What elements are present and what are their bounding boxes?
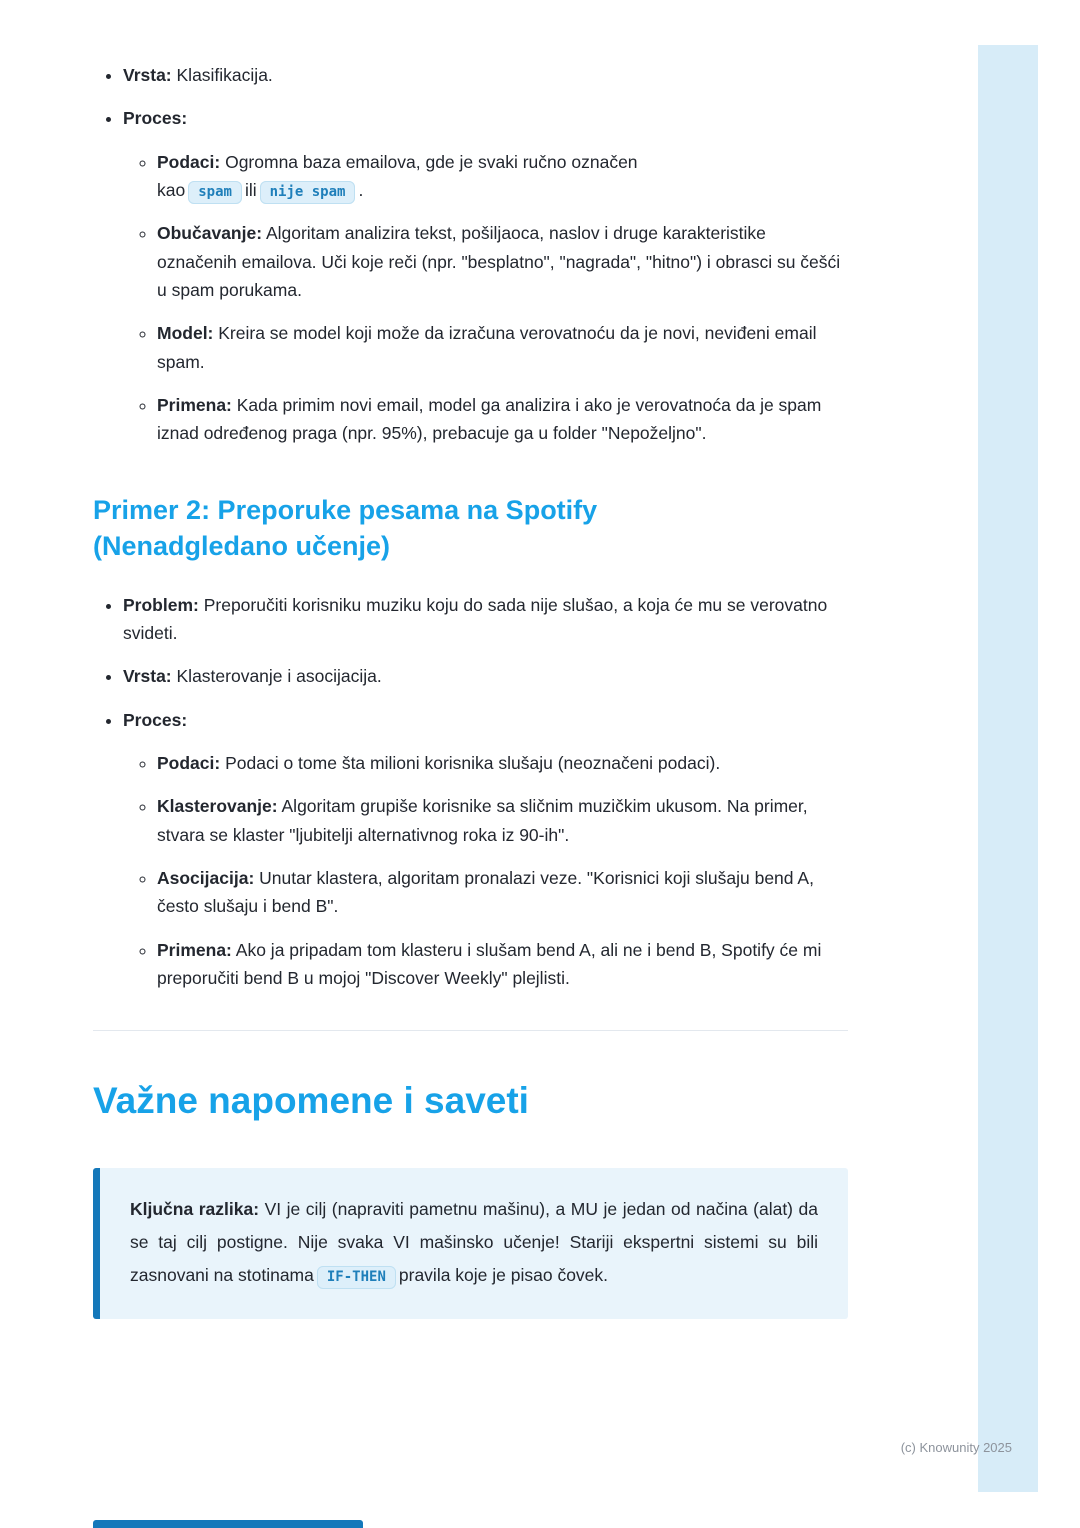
bottom-accent-bar — [93, 1520, 363, 1528]
item-text: Podaci o tome šta milioni korisnika slušaju (neoznačeni podaci). — [220, 753, 721, 774]
item-text: Unutar klastera, algoritam pronalazi veze. "Korisnici koji slušaju bend A, često slušaju i bend B". — [157, 868, 814, 917]
list-item — [157, 749, 848, 777]
inline-code: spam — [188, 181, 242, 204]
footer-credit: (c) Knowunity 2025 — [900, 1440, 1012, 1455]
section-heading-primer-2: Primer 2: Preporuke pesama na Spotify (Nenadgledano učenje) — [93, 494, 598, 562]
list-item — [123, 706, 848, 993]
item-text: Ogromna baza emailova, gde je svaki ručno označen kao — [157, 151, 638, 201]
item-label: Asocijacija: — [157, 868, 255, 889]
list-item — [157, 148, 848, 205]
item-text: ili — [244, 180, 257, 201]
side-strip — [978, 45, 1038, 1492]
item-text: Ako ja pripadam tom klasteru i slušam bend A, ali ne i bend B, Spotify će mi preporučiti bend B u mojoj "Discover Weekly" plejlisti. — [157, 939, 822, 989]
item-text: . — [358, 180, 364, 201]
list-item — [157, 391, 848, 448]
list-b-nested — [123, 749, 848, 992]
list-item — [123, 61, 848, 89]
item-label: Obučavanje: — [157, 223, 263, 244]
list-item — [123, 104, 848, 447]
item-text: Klasifikacija. — [171, 65, 273, 85]
list-a — [93, 61, 848, 448]
item-text: Algoritam grupiše korisnike sa sličnim muzičkim ukusom. Na primer, stvara se klaster "ljubitelji alternativnog roka iz 90-ih". — [157, 796, 808, 845]
item-text: Kada primim novi email, model ga analizira i ako je verovatnoća da je spam iznad određenog praga (npr. 95%), prebacuje ga u folder "Nepoželjno". — [157, 395, 822, 444]
list-item — [123, 591, 848, 648]
item-label: Model: — [157, 323, 214, 344]
list-b — [93, 591, 848, 993]
item-label: Vrsta: — [123, 65, 172, 85]
item-label: Klasterovanje: — [157, 796, 278, 817]
inline-code: nije spam — [260, 181, 356, 204]
item-label: Problem: — [123, 594, 199, 615]
callout-text: VI je cilj (napraviti pametnu mašinu), a MU je jedan od načina (alat) da se taj cilj postigne. Nije svaka VI mašinsko učenje! Stariji ekspertni sistemi su bili zasnovani na stotinama — [130, 1198, 819, 1285]
item-label: Podaci: — [157, 151, 221, 172]
item-text: Kreira se model koji može da izračuna verovatnoću da je novi, neviđeni email spam. — [157, 323, 817, 372]
item-text: Algoritam analizira tekst, pošiljaoca, naslov i druge karakteristike označenih emailova. Uči koje reči (npr. "besplatno", "nagrada", "hitno") i obrasci su češći u spam porukama. — [157, 223, 841, 301]
list-item — [157, 792, 848, 849]
list-item — [157, 936, 848, 993]
list-a-nested — [123, 148, 848, 448]
key-difference-callout — [93, 1168, 848, 1319]
item-label: Podaci: — [157, 753, 221, 774]
section-divider — [93, 1030, 848, 1031]
item-text: Preporučiti korisniku muziku koju do sada nije slušao, a koja će mu se verovatno svideti. — [123, 594, 828, 643]
item-label: Primena: — [157, 939, 232, 960]
list-item — [157, 219, 848, 304]
list-item — [123, 662, 848, 690]
list-item — [157, 864, 848, 921]
item-label: Proces: — [123, 108, 188, 129]
item-label: Vrsta: — [123, 666, 172, 687]
item-text: Klasterovanje i asocijacija. — [171, 666, 382, 687]
page-heading: Važne napomene i saveti — [93, 1080, 529, 1122]
callout-label: Ključna razlika: — [130, 1198, 260, 1219]
item-label: Primena: — [157, 395, 232, 416]
callout-text: pravila koje je pisao čovek. — [398, 1264, 609, 1285]
list-item — [157, 319, 848, 376]
item-label: Proces: — [123, 709, 188, 730]
inline-code: IF-THEN — [317, 1266, 396, 1289]
